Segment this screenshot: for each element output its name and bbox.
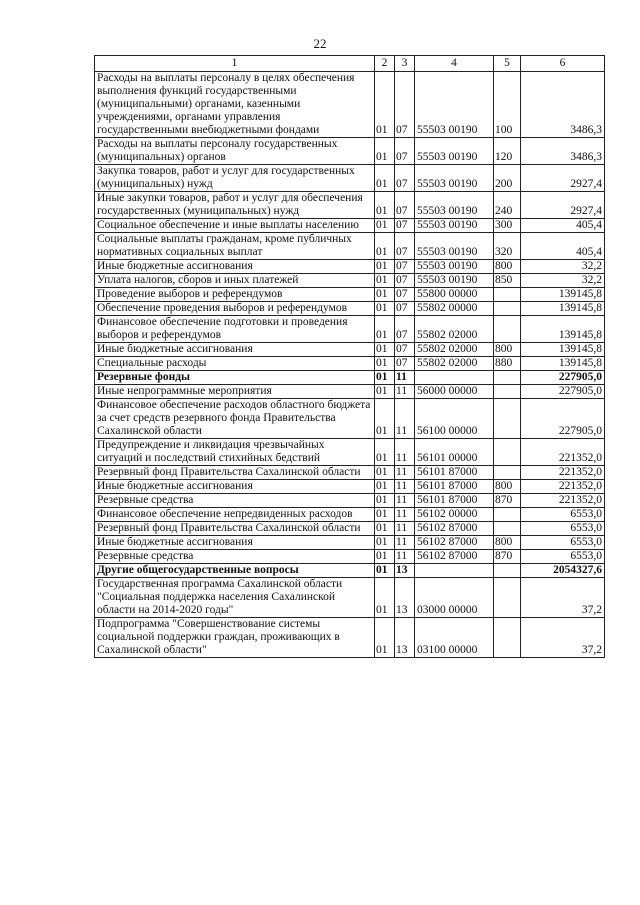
row-name-cell: Предупреждение и ликвидация чрезвычайных ситуаций и последствий стихийных бедствий [95,439,375,466]
row-subsection-cell: 07 [395,233,415,260]
row-subsection-cell: 11 [395,399,415,439]
row-expense-type-cell [494,564,521,578]
row-subsection-cell: 11 [395,466,415,480]
row-subsection-cell: 13 [395,578,415,618]
row-section-cell: 01 [375,494,395,508]
table-row [95,302,605,316]
row-target-code-cell: 56102 87000 [415,522,494,536]
row-sum-cell: 6553,0 [521,550,605,564]
row-expense-type-cell: 800 [494,343,521,357]
row-name-cell: Другие общегосударственные вопросы [95,564,375,578]
row-section-cell: 01 [375,618,395,658]
row-section-cell: 01 [375,288,395,302]
row-expense-type-cell [494,618,521,658]
row-target-code-cell: 56102 87000 [415,536,494,550]
row-section-cell: 01 [375,233,395,260]
row-sum-cell: 2054327,6 [521,564,605,578]
row-target-code-cell: 56000 00000 [415,385,494,399]
header-col-1: 1 [95,56,375,72]
budget-table [94,55,605,658]
row-section-cell: 01 [375,72,395,138]
row-name-cell: Резервный фонд Правительства Сахалинской области [95,466,375,480]
row-sum-cell: 227905,0 [521,399,605,439]
row-section-cell: 01 [375,343,395,357]
row-section-cell: 01 [375,536,395,550]
row-expense-type-cell: 870 [494,494,521,508]
header-col-4: 4 [415,56,494,72]
row-target-code-cell: 03100 00000 [415,618,494,658]
row-section-cell: 01 [375,302,395,316]
row-expense-type-cell [494,466,521,480]
table-row [95,165,605,192]
row-section-cell: 01 [375,399,395,439]
table-row [95,316,605,343]
table-row [95,138,605,165]
row-sum-cell: 32,2 [521,274,605,288]
table-row [95,72,605,138]
row-target-code-cell: 55802 02000 [415,316,494,343]
row-name-cell: Резервные фонды [95,371,375,385]
row-sum-cell: 405,4 [521,233,605,260]
row-sum-cell: 139145,8 [521,316,605,343]
header-col-2: 2 [375,56,395,72]
table-row [95,480,605,494]
row-expense-type-cell: 200 [494,165,521,192]
row-name-cell: Резервные средства [95,550,375,564]
budget-table-body [95,56,605,658]
table-row [95,233,605,260]
row-name-cell: Закупка товаров, работ и услуг для государственных (муниципальных) нужд [95,165,375,192]
table-row [95,618,605,658]
row-target-code-cell: 55503 00190 [415,274,494,288]
row-target-code-cell: 55802 02000 [415,357,494,371]
row-expense-type-cell [494,288,521,302]
row-expense-type-cell [494,371,521,385]
row-expense-type-cell: 850 [494,274,521,288]
row-expense-type-cell: 120 [494,138,521,165]
header-col-3: 3 [395,56,415,72]
table-row [95,494,605,508]
row-section-cell: 01 [375,316,395,343]
row-name-cell: Обеспечение проведения выборов и референдумов [95,302,375,316]
row-sum-cell: 221352,0 [521,439,605,466]
table-row [95,522,605,536]
row-expense-type-cell: 800 [494,260,521,274]
table-row [95,219,605,233]
row-section-cell: 01 [375,439,395,466]
row-sum-cell: 37,2 [521,578,605,618]
table-row [95,371,605,385]
row-name-cell: Иные бюджетные ассигнования [95,343,375,357]
row-expense-type-cell: 870 [494,550,521,564]
row-expense-type-cell: 320 [494,233,521,260]
row-target-code-cell [415,371,494,385]
row-expense-type-cell: 240 [494,192,521,219]
row-subsection-cell: 07 [395,343,415,357]
row-subsection-cell: 07 [395,316,415,343]
row-target-code-cell: 56102 87000 [415,550,494,564]
row-sum-cell: 221352,0 [521,494,605,508]
row-name-cell: Иные закупки товаров, работ и услуг для обеспечения государственных (муниципальных) нужд [95,192,375,219]
row-sum-cell: 139145,8 [521,302,605,316]
row-name-cell: Подпрограмма "Совершенствование системы социальной поддержки граждан, проживающих в Сахалинской области" [95,618,375,658]
table-row [95,578,605,618]
row-target-code-cell: 55503 00190 [415,138,494,165]
row-expense-type-cell [494,316,521,343]
row-expense-type-cell [494,578,521,618]
row-expense-type-cell [494,399,521,439]
row-subsection-cell: 13 [395,564,415,578]
row-name-cell: Проведение выборов и референдумов [95,288,375,302]
row-sum-cell: 3486,3 [521,72,605,138]
row-target-code-cell: 56101 87000 [415,466,494,480]
row-section-cell: 01 [375,522,395,536]
table-row [95,550,605,564]
row-subsection-cell: 11 [395,508,415,522]
row-sum-cell: 139145,8 [521,288,605,302]
row-sum-cell: 221352,0 [521,480,605,494]
row-subsection-cell: 11 [395,550,415,564]
row-target-code-cell: 55802 02000 [415,343,494,357]
row-section-cell: 01 [375,508,395,522]
row-subsection-cell: 07 [395,192,415,219]
table-row [95,343,605,357]
row-name-cell: Расходы на выплаты персоналу государственных (муниципальных) органов [95,138,375,165]
row-name-cell: Финансовое обеспечение непредвиденных расходов [95,508,375,522]
row-target-code-cell: 55503 00190 [415,165,494,192]
row-subsection-cell: 07 [395,288,415,302]
table-row [95,536,605,550]
table-row [95,466,605,480]
row-subsection-cell: 07 [395,165,415,192]
row-target-code-cell: 56101 00000 [415,439,494,466]
row-subsection-cell: 07 [395,260,415,274]
page-number: 22 [313,36,327,51]
row-section-cell: 01 [375,578,395,618]
row-sum-cell: 2927,4 [521,192,605,219]
row-name-cell: Иные бюджетные ассигнования [95,480,375,494]
table-row [95,399,605,439]
row-section-cell: 01 [375,480,395,494]
row-expense-type-cell: 880 [494,357,521,371]
header-col-6: 6 [521,56,605,72]
row-target-code-cell: 56101 87000 [415,494,494,508]
row-expense-type-cell [494,522,521,536]
row-subsection-cell: 11 [395,480,415,494]
table-row [95,357,605,371]
row-sum-cell: 139145,8 [521,343,605,357]
row-section-cell: 01 [375,371,395,385]
row-sum-cell: 2927,4 [521,165,605,192]
row-sum-cell: 37,2 [521,618,605,658]
row-subsection-cell: 07 [395,72,415,138]
row-sum-cell: 405,4 [521,219,605,233]
row-sum-cell: 221352,0 [521,466,605,480]
table-row [95,260,605,274]
row-sum-cell: 227905,0 [521,385,605,399]
header-col-5: 5 [494,56,521,72]
row-target-code-cell [415,564,494,578]
row-name-cell: Иные непрограммные мероприятия [95,385,375,399]
row-section-cell: 01 [375,564,395,578]
row-name-cell: Финансовое обеспечение подготовки и проведения выборов и референдумов [95,316,375,343]
row-subsection-cell: 13 [395,618,415,658]
row-target-code-cell: 55503 00190 [415,219,494,233]
table-row [95,274,605,288]
row-expense-type-cell [494,385,521,399]
row-name-cell: Социальное обеспечение и иные выплаты населению [95,219,375,233]
row-target-code-cell: 55503 00190 [415,72,494,138]
row-name-cell: Резервные средства [95,494,375,508]
row-target-code-cell: 56102 00000 [415,508,494,522]
row-subsection-cell: 11 [395,536,415,550]
row-target-code-cell: 55503 00190 [415,192,494,219]
row-name-cell: Финансовое обеспечение расходов областного бюджета за счет средств резервного фонда Правительства Сахалинской области [95,399,375,439]
row-section-cell: 01 [375,385,395,399]
row-section-cell: 01 [375,550,395,564]
row-sum-cell: 3486,3 [521,138,605,165]
table-row [95,288,605,302]
row-subsection-cell: 07 [395,138,415,165]
row-section-cell: 01 [375,260,395,274]
row-expense-type-cell [494,439,521,466]
row-name-cell: Иные бюджетные ассигнования [95,260,375,274]
row-expense-type-cell: 800 [494,480,521,494]
row-section-cell: 01 [375,466,395,480]
row-subsection-cell: 11 [395,494,415,508]
row-name-cell: Уплата налогов, сборов и иных платежей [95,274,375,288]
row-subsection-cell: 07 [395,357,415,371]
row-expense-type-cell: 800 [494,536,521,550]
row-sum-cell: 32,2 [521,260,605,274]
row-expense-type-cell [494,508,521,522]
row-name-cell: Социальные выплаты гражданам, кроме публичных нормативных социальных выплат [95,233,375,260]
row-subsection-cell: 11 [395,522,415,536]
row-name-cell: Расходы на выплаты персоналу в целях обеспечения выполнения функций государственными (муниципальными) органами, казенными учреждениями, органами управления государственными внебюджетными фондами [95,72,375,138]
row-expense-type-cell: 100 [494,72,521,138]
row-subsection-cell: 11 [395,439,415,466]
row-target-code-cell: 56101 87000 [415,480,494,494]
row-section-cell: 01 [375,219,395,233]
row-target-code-cell: 55802 00000 [415,302,494,316]
row-subsection-cell: 07 [395,302,415,316]
row-sum-cell: 6553,0 [521,522,605,536]
table-row [95,439,605,466]
row-name-cell: Резервный фонд Правительства Сахалинской области [95,522,375,536]
row-section-cell: 01 [375,192,395,219]
row-target-code-cell: 03000 00000 [415,578,494,618]
row-target-code-cell: 56100 00000 [415,399,494,439]
table-row [95,508,605,522]
row-section-cell: 01 [375,138,395,165]
row-target-code-cell: 55503 00190 [415,233,494,260]
row-section-cell: 01 [375,274,395,288]
row-sum-cell: 227905,0 [521,371,605,385]
row-sum-cell: 6553,0 [521,508,605,522]
row-sum-cell: 139145,8 [521,357,605,371]
row-subsection-cell: 11 [395,371,415,385]
row-name-cell: Государственная программа Сахалинской области "Социальная поддержка населения Сахалинской области на 2014-2020 годы" [95,578,375,618]
table-row [95,192,605,219]
row-name-cell: Специальные расходы [95,357,375,371]
row-target-code-cell: 55800 00000 [415,288,494,302]
row-subsection-cell: 07 [395,274,415,288]
row-expense-type-cell [494,302,521,316]
row-target-code-cell: 55503 00190 [415,260,494,274]
table-row [95,564,605,578]
row-expense-type-cell: 300 [494,219,521,233]
row-subsection-cell: 11 [395,385,415,399]
row-sum-cell: 6553,0 [521,536,605,550]
row-section-cell: 01 [375,357,395,371]
table-header-row [95,56,605,72]
table-row [95,385,605,399]
row-name-cell: Иные бюджетные ассигнования [95,536,375,550]
row-subsection-cell: 07 [395,219,415,233]
row-section-cell: 01 [375,165,395,192]
